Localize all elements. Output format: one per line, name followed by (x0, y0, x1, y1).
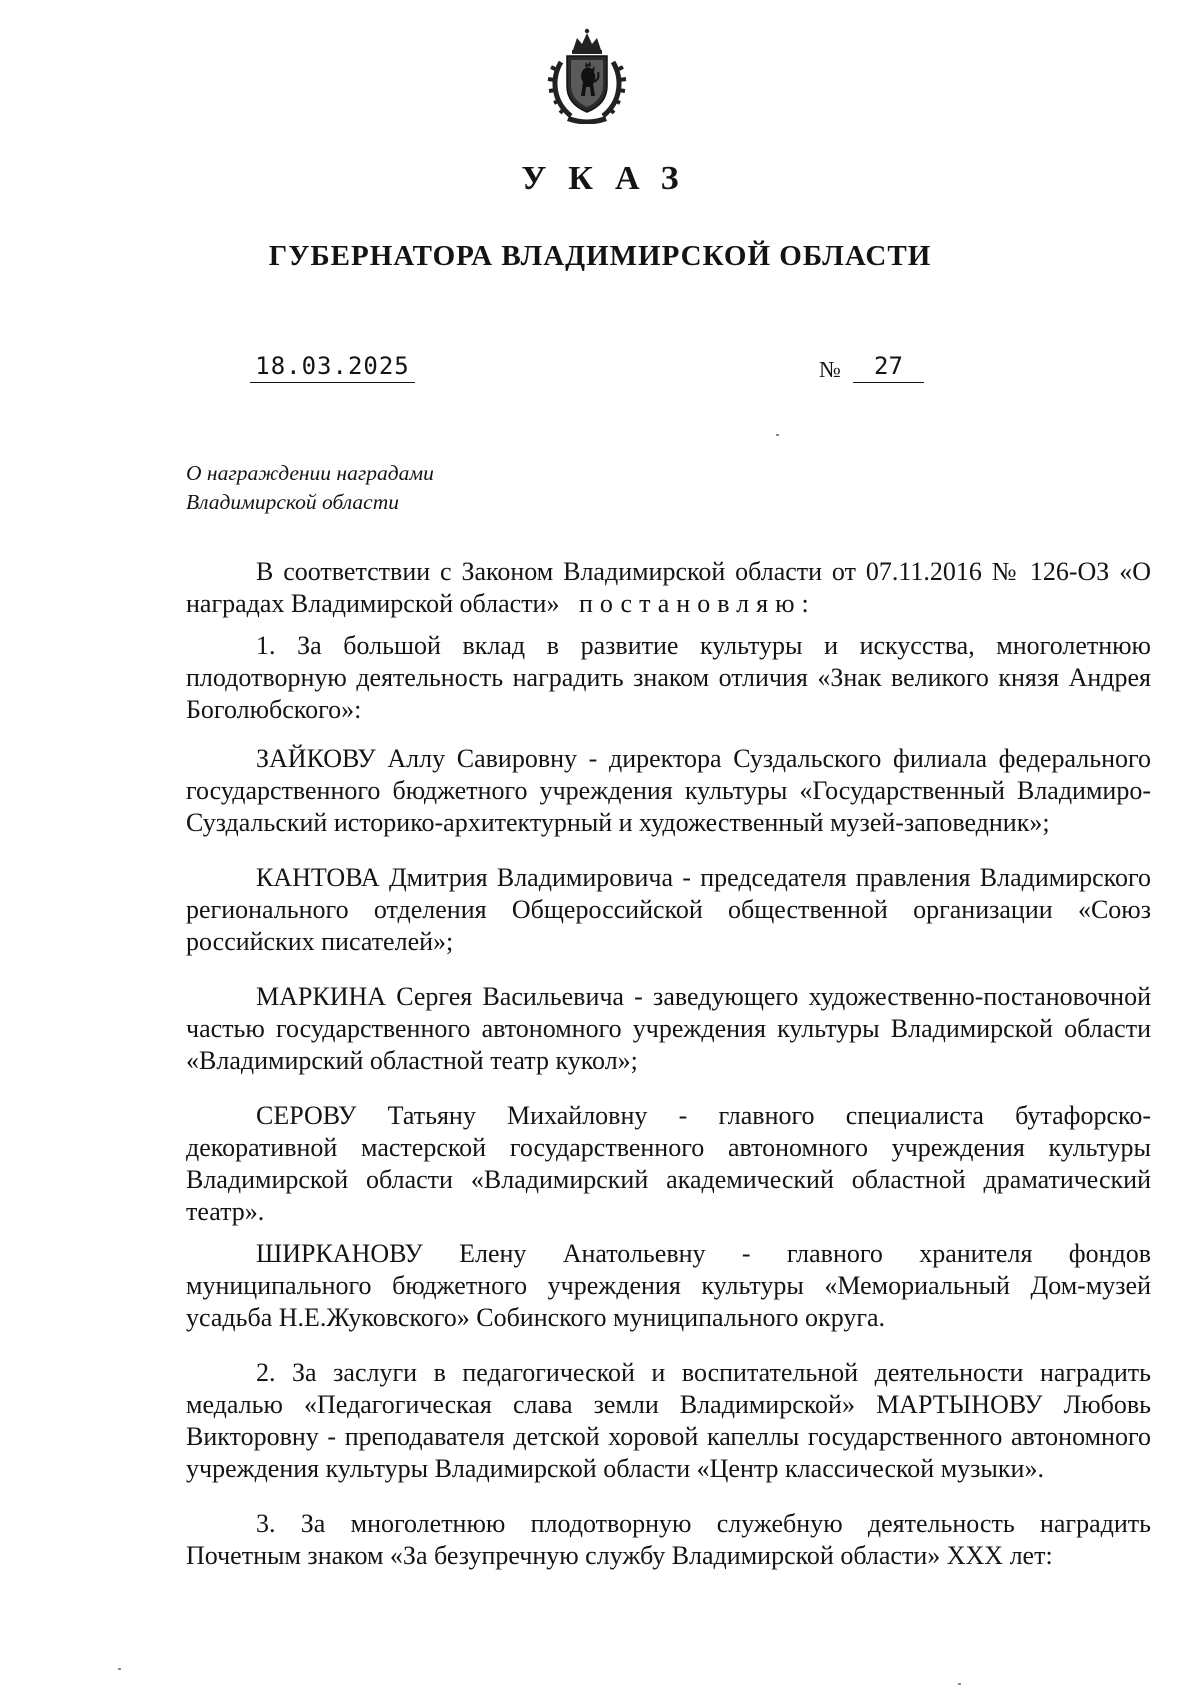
scan-speck (958, 1683, 961, 1685)
awardee-paragraph: СЕРОВУ Татьяну Михайловну - главного специалиста бутафорско-декоративной мастерской государственного автономного учреждения культуры Владимирской области «Владимирский академический областной драматический театр». (186, 1101, 1151, 1226)
awardee-paragraph: ЗАЙКОВУ Аллу Савировну - директора Суздальского филиала федерального государственного бюджетного учреждения культуры «Государственный Владимиро-Суздальский историко-архитектурный и художественный музей-заповедник»; (186, 744, 1151, 837)
preamble (186, 556, 1151, 620)
issuer-title: ГУБЕРНАТОРА ВЛАДИМИРСКОЙ ОБЛАСТИ (268, 240, 932, 272)
decree-body (186, 556, 1151, 1572)
awardee-paragraph: МАРКИНА Сергея Васильевича - заведующего художественно-постановочной частью государственного автономного учреждения культуры Владимирской области «Владимирский областной театр кукол»; (186, 982, 1151, 1075)
clause-2: 2. За заслуги в педагогической и воспитательной деятельности наградить медалью «Педагогическая слава земли Владимирской» МАРТЫНОВУ Любовь Викторовну - преподавателя детской хоровой капеллы государственного автономного учреждения культуры Владимирской области «Центр классической музыки». (186, 1358, 1151, 1483)
number-sign: № (819, 357, 841, 382)
decree-date: 18.03.2025 (250, 352, 415, 383)
decree-word: постановляю: (578, 589, 816, 618)
clause-3: 3. За многолетнюю плодотворную служебную деятельность наградить Почетным знаком «За безупречную службу Владимирской области» XXX лет: (186, 1509, 1151, 1570)
decree-title: УКАЗ (521, 160, 701, 197)
scan-speck (118, 1668, 121, 1670)
subject-line: Владимирской области (186, 490, 399, 514)
preamble-text: В соответствии с Законом Владимирской области от 07.11.2016 № 126-ОЗ «О наградах Владимирской области» (186, 557, 1151, 618)
awardee-paragraph: ШИРКАНОВУ Елену Анатольевну - главного хранителя фондов муниципального бюджетного учреждения культуры «Мемориальный Дом-музей усадьба Н.Е.Жуковского» Собинского муниципального округа. (186, 1239, 1151, 1332)
clause-1: 1. За большой вклад в развитие культуры и искусства, многолетнюю плодотворную деятельность наградить знаком отличия «Знак великого князя Андрея Боголюбского»: (186, 631, 1151, 724)
awardee-paragraph: КАНТОВА Дмитрия Владимировича - председателя правления Владимирского регионального отделения Общероссийской общественной организации «Союз российских писателей»; (186, 863, 1151, 956)
coat-of-arms-icon (537, 24, 637, 124)
decree-subject (186, 459, 586, 517)
scan-speck (776, 434, 779, 436)
subject-line: О награждении наградами (186, 461, 434, 485)
decree-number: 27 (853, 352, 924, 383)
